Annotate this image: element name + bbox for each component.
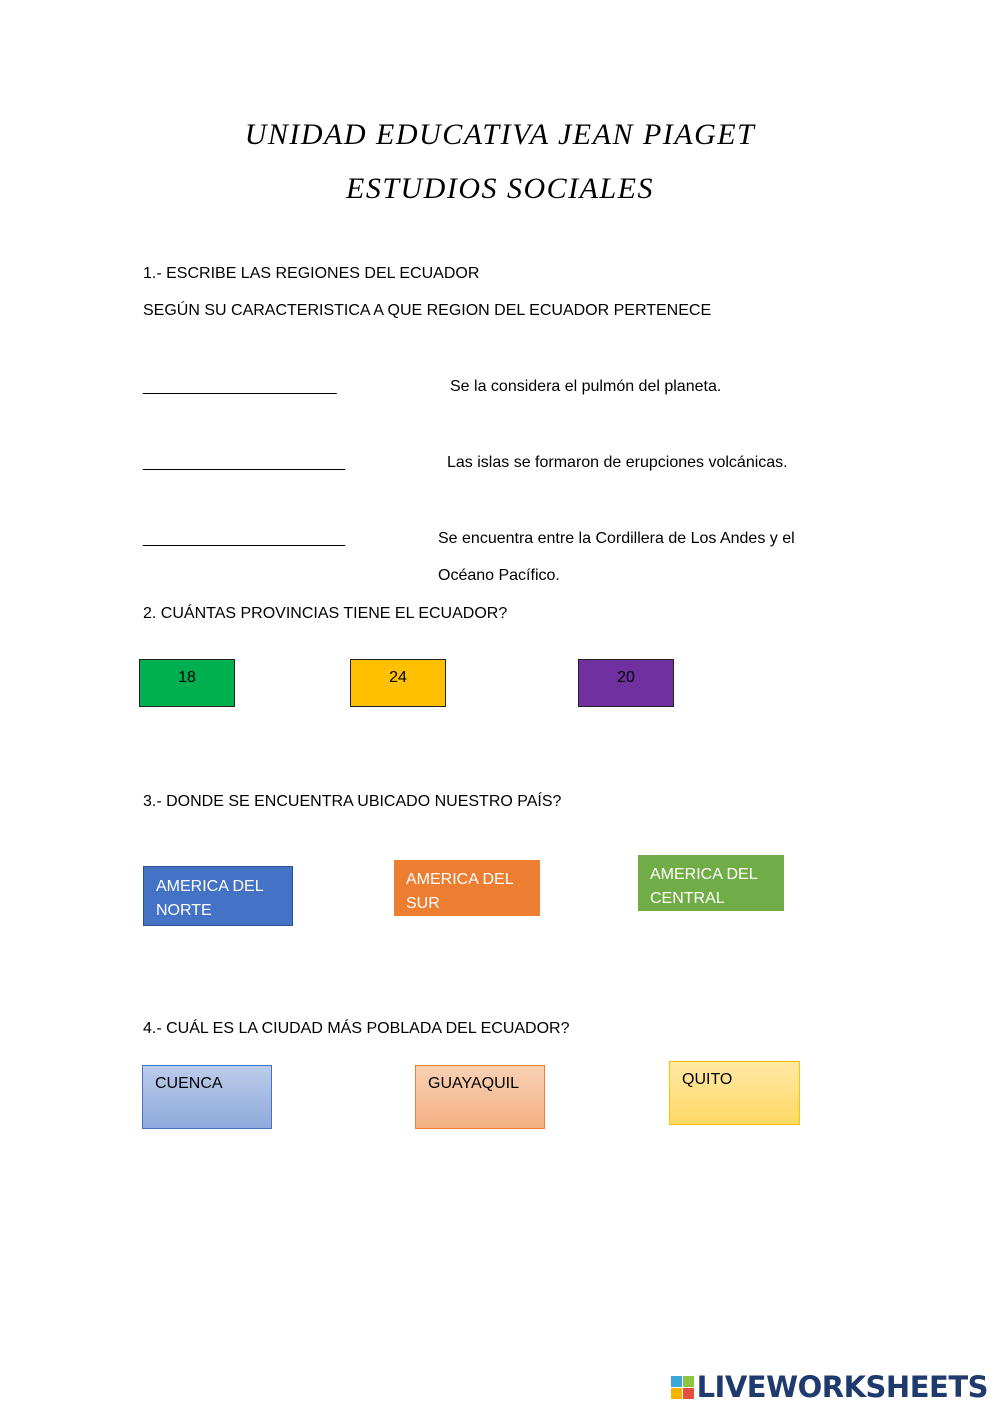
question-1-subtitle: SEGÚN SU CARACTERISTICA A QUE REGION DEL ECUADOR PERTENECE [143,302,712,319]
cuenca-button[interactable]: CUENCA [142,1065,272,1129]
guayaquil-button[interactable]: GUAYAQUIL [415,1065,545,1129]
region-answer-blank-3[interactable]: ________________________ [143,530,345,547]
region-description-1: Se la considera el pulmón del planeta. [450,378,722,395]
region-answer-blank-1[interactable]: _______________________ [143,378,337,395]
option-18-button[interactable]: 18 [139,659,235,707]
liveworksheets-brand: LIVEWORKSHEETS [696,1370,988,1404]
option-line-1: AMERICA DEL [650,866,758,883]
option-20-button[interactable]: 20 [578,659,674,707]
school-title: UNIDAD EDUCATIVA JEAN PIAGET [244,118,756,151]
option-line-2: CENTRAL [650,890,725,907]
region-description-3: Se encuentra entre la Cordillera de Los Andes y el [438,530,795,547]
question-4-title: 4.- CUÁL ES LA CIUDAD MÁS POBLADA DEL ECUADOR? [143,1020,570,1037]
liveworksheets-logo-icon [671,1376,694,1399]
question-1-title: 1.- ESCRIBE LAS REGIONES DEL ECUADOR [143,265,480,282]
region-description-3-cont: Océano Pacífico. [438,567,560,584]
option-line-1: AMERICA DEL [406,871,514,888]
question-2-title: 2. CUÁNTAS PROVINCIAS TIENE EL ECUADOR? [143,605,508,622]
option-line-2: NORTE [156,902,212,919]
america-del-central-button[interactable] [638,855,784,911]
america-del-sur-button[interactable] [394,860,540,916]
subject-title: ESTUDIOS SOCIALES [346,172,654,205]
option-line-2: SUR [406,895,440,912]
question-3-title: 3.- DONDE SE ENCUENTRA UBICADO NUESTRO PAÍS? [143,793,562,810]
option-24-button[interactable]: 24 [350,659,446,707]
liveworksheets-logo[interactable] [671,1370,988,1404]
america-del-norte-button[interactable] [143,866,293,926]
quito-button[interactable]: QUITO [669,1061,800,1125]
option-line-1: AMERICA DEL [156,878,264,895]
region-answer-blank-2[interactable]: ________________________ [143,454,345,471]
region-description-2: Las islas se formaron de erupciones volcánicas. [447,454,788,471]
